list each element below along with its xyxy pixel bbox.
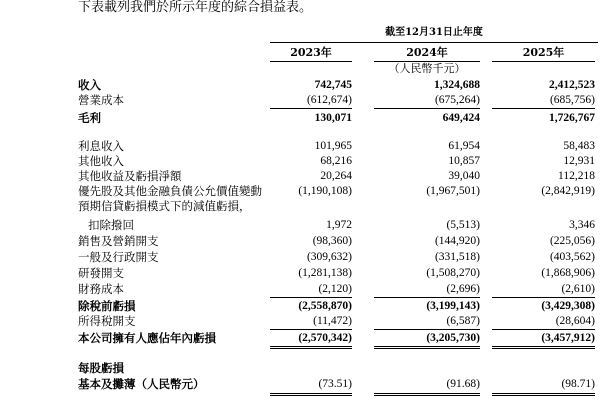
period-header: 截至12月31日止年度 <box>385 27 483 38</box>
value-2023: 20,264 <box>320 170 352 182</box>
table-row-impairment-heading <box>0 199 600 213</box>
value-2023: 68,216 <box>320 155 352 167</box>
subtotal-rule-2025 <box>492 297 595 298</box>
eps-double-rule-2025 <box>492 393 595 396</box>
row-label: 其他收入 <box>78 154 124 168</box>
value-2023: (2,558,870) <box>298 300 352 312</box>
row-label: 所得稅開支 <box>78 314 136 328</box>
table-row-other-gains-losses <box>0 169 600 183</box>
year-header-2023: 2023年 <box>290 46 332 59</box>
value-2023: 101,965 <box>314 140 352 152</box>
value-2024: (675,264) <box>434 94 480 106</box>
subtotal-rule-2024 <box>374 297 480 298</box>
table-row-loss-before-tax <box>0 299 600 313</box>
row-label: 收入 <box>78 78 101 92</box>
year-header-2025: 2025年 <box>522 46 565 59</box>
table-row-fair-value-changes <box>0 184 600 198</box>
value-2024: 61,954 <box>448 140 480 152</box>
value-2023: 130,071 <box>314 112 352 124</box>
value-2025: (403,562) <box>549 251 595 263</box>
value-2024: (91.68) <box>446 378 480 390</box>
value-2023: (1,190,108) <box>298 185 352 197</box>
value-2025: (3,457,912) <box>541 332 595 344</box>
value-2025: (1,868,906) <box>541 267 595 279</box>
value-2024: (6,587) <box>446 315 480 327</box>
year-rule-2025 <box>492 61 595 62</box>
row-label: 每股虧損 <box>78 361 124 375</box>
value-2025: 3,346 <box>569 219 595 231</box>
unit-label: （人民幣千元） <box>388 62 466 75</box>
value-2025: 2,412,523 <box>549 79 595 91</box>
table-row-loss-for-year <box>0 331 600 345</box>
value-2023: 1,972 <box>326 219 352 231</box>
value-2023: (98,360) <box>312 235 352 247</box>
year-rule-2023 <box>270 61 352 62</box>
row-label: 其他收益及虧損淨額 <box>78 169 182 183</box>
value-2024: 10,857 <box>448 155 480 167</box>
value-2025: 58,483 <box>563 140 595 152</box>
value-2023: (73.51) <box>318 378 352 390</box>
value-2023: (2,570,342) <box>298 332 352 344</box>
subtotal-rule-2023 <box>270 329 352 330</box>
value-2023: (2,120) <box>318 283 352 295</box>
row-label: 優先股及其他金融負債公允價值變動 <box>78 184 262 198</box>
value-2024: (2,696) <box>446 283 480 295</box>
row-label: 毛利 <box>78 111 101 125</box>
subtotal-rule-2024 <box>374 329 480 330</box>
subtotal-rule-2024 <box>374 108 480 109</box>
row-label: 銷售及營銷開支 <box>78 234 159 248</box>
value-2025: 112,218 <box>558 170 595 182</box>
eps-double-rule-2023 <box>270 393 352 396</box>
table-row-cost-of-sales <box>0 93 600 107</box>
value-2024: 39,040 <box>448 170 480 182</box>
table-row-income-tax <box>0 314 600 328</box>
table-row-selling-expenses <box>0 234 600 248</box>
row-label: 一般及行政開支 <box>78 250 159 264</box>
value-2023: (309,632) <box>306 251 352 263</box>
value-2025: 12,931 <box>563 155 595 167</box>
year-header-2024: 2024年 <box>406 46 448 59</box>
table-row-gross-profit <box>0 111 600 125</box>
row-label: 本公司擁有人應佔年內虧損 <box>78 331 216 345</box>
row-label: 基本及攤薄（人民幣元） <box>78 377 205 391</box>
table-row-rnd-expenses <box>0 266 600 280</box>
subtotal-rule-2023 <box>270 297 352 298</box>
table-row-revenue <box>0 78 600 92</box>
value-2025: (225,056) <box>549 235 595 247</box>
value-2025: (3,429,308) <box>541 300 595 312</box>
value-2025: (685,756) <box>549 94 595 106</box>
row-label: 扣除撥回 <box>88 218 134 232</box>
subtotal-rule-2023 <box>270 108 352 109</box>
table-row-finance-costs <box>0 282 600 296</box>
row-label: 利息收入 <box>78 139 124 153</box>
value-2025: 1,726,767 <box>549 112 595 124</box>
value-2024: (3,199,143) <box>426 300 480 312</box>
value-2024: (1,967,501) <box>426 185 480 197</box>
table-row-loss-per-share-heading <box>0 361 600 375</box>
value-2023: (11,472) <box>313 315 352 327</box>
value-2025: (2,842,919) <box>541 185 595 197</box>
row-label: 研發開支 <box>78 266 124 280</box>
subtotal-rule-2025 <box>492 108 595 109</box>
row-label: 財務成本 <box>78 282 124 296</box>
period-header-rule <box>270 42 598 43</box>
value-2025: (2,610) <box>561 283 595 295</box>
table-row-other-income <box>0 154 600 168</box>
table-row-admin-expenses <box>0 250 600 264</box>
value-2024: (331,518) <box>434 251 480 263</box>
value-2025: (98.71) <box>561 378 595 390</box>
value-2024: (1,508,270) <box>426 267 480 279</box>
value-2023: 742,745 <box>314 79 352 91</box>
value-2023: (612,674) <box>306 94 352 106</box>
value-2024: (3,205,730) <box>426 332 480 344</box>
intro-text: 下表載列我們於所示年度的綜合損益表。 <box>78 0 313 15</box>
value-2024: 649,424 <box>442 112 480 124</box>
value-2024: (5,513) <box>446 219 480 231</box>
total-double-rule-2025 <box>492 346 595 349</box>
row-label: 除稅前虧損 <box>78 299 136 313</box>
value-2024: 1,324,688 <box>434 79 480 91</box>
total-double-rule-2024 <box>374 346 480 349</box>
value-2025: (28,604) <box>555 315 595 327</box>
row-label: 預期信貸虧損模式下的減值虧損， <box>78 199 251 213</box>
table-row-basic-diluted <box>0 377 600 391</box>
value-2023: (1,281,138) <box>298 267 352 279</box>
table-row-impairment-net <box>0 218 600 232</box>
row-label: 營業成本 <box>78 93 124 107</box>
eps-double-rule-2024 <box>374 393 480 396</box>
subtotal-rule-2025 <box>492 329 595 330</box>
value-2024: (144,920) <box>434 235 480 247</box>
total-double-rule-2023 <box>270 346 352 349</box>
table-row-interest-income <box>0 139 600 153</box>
